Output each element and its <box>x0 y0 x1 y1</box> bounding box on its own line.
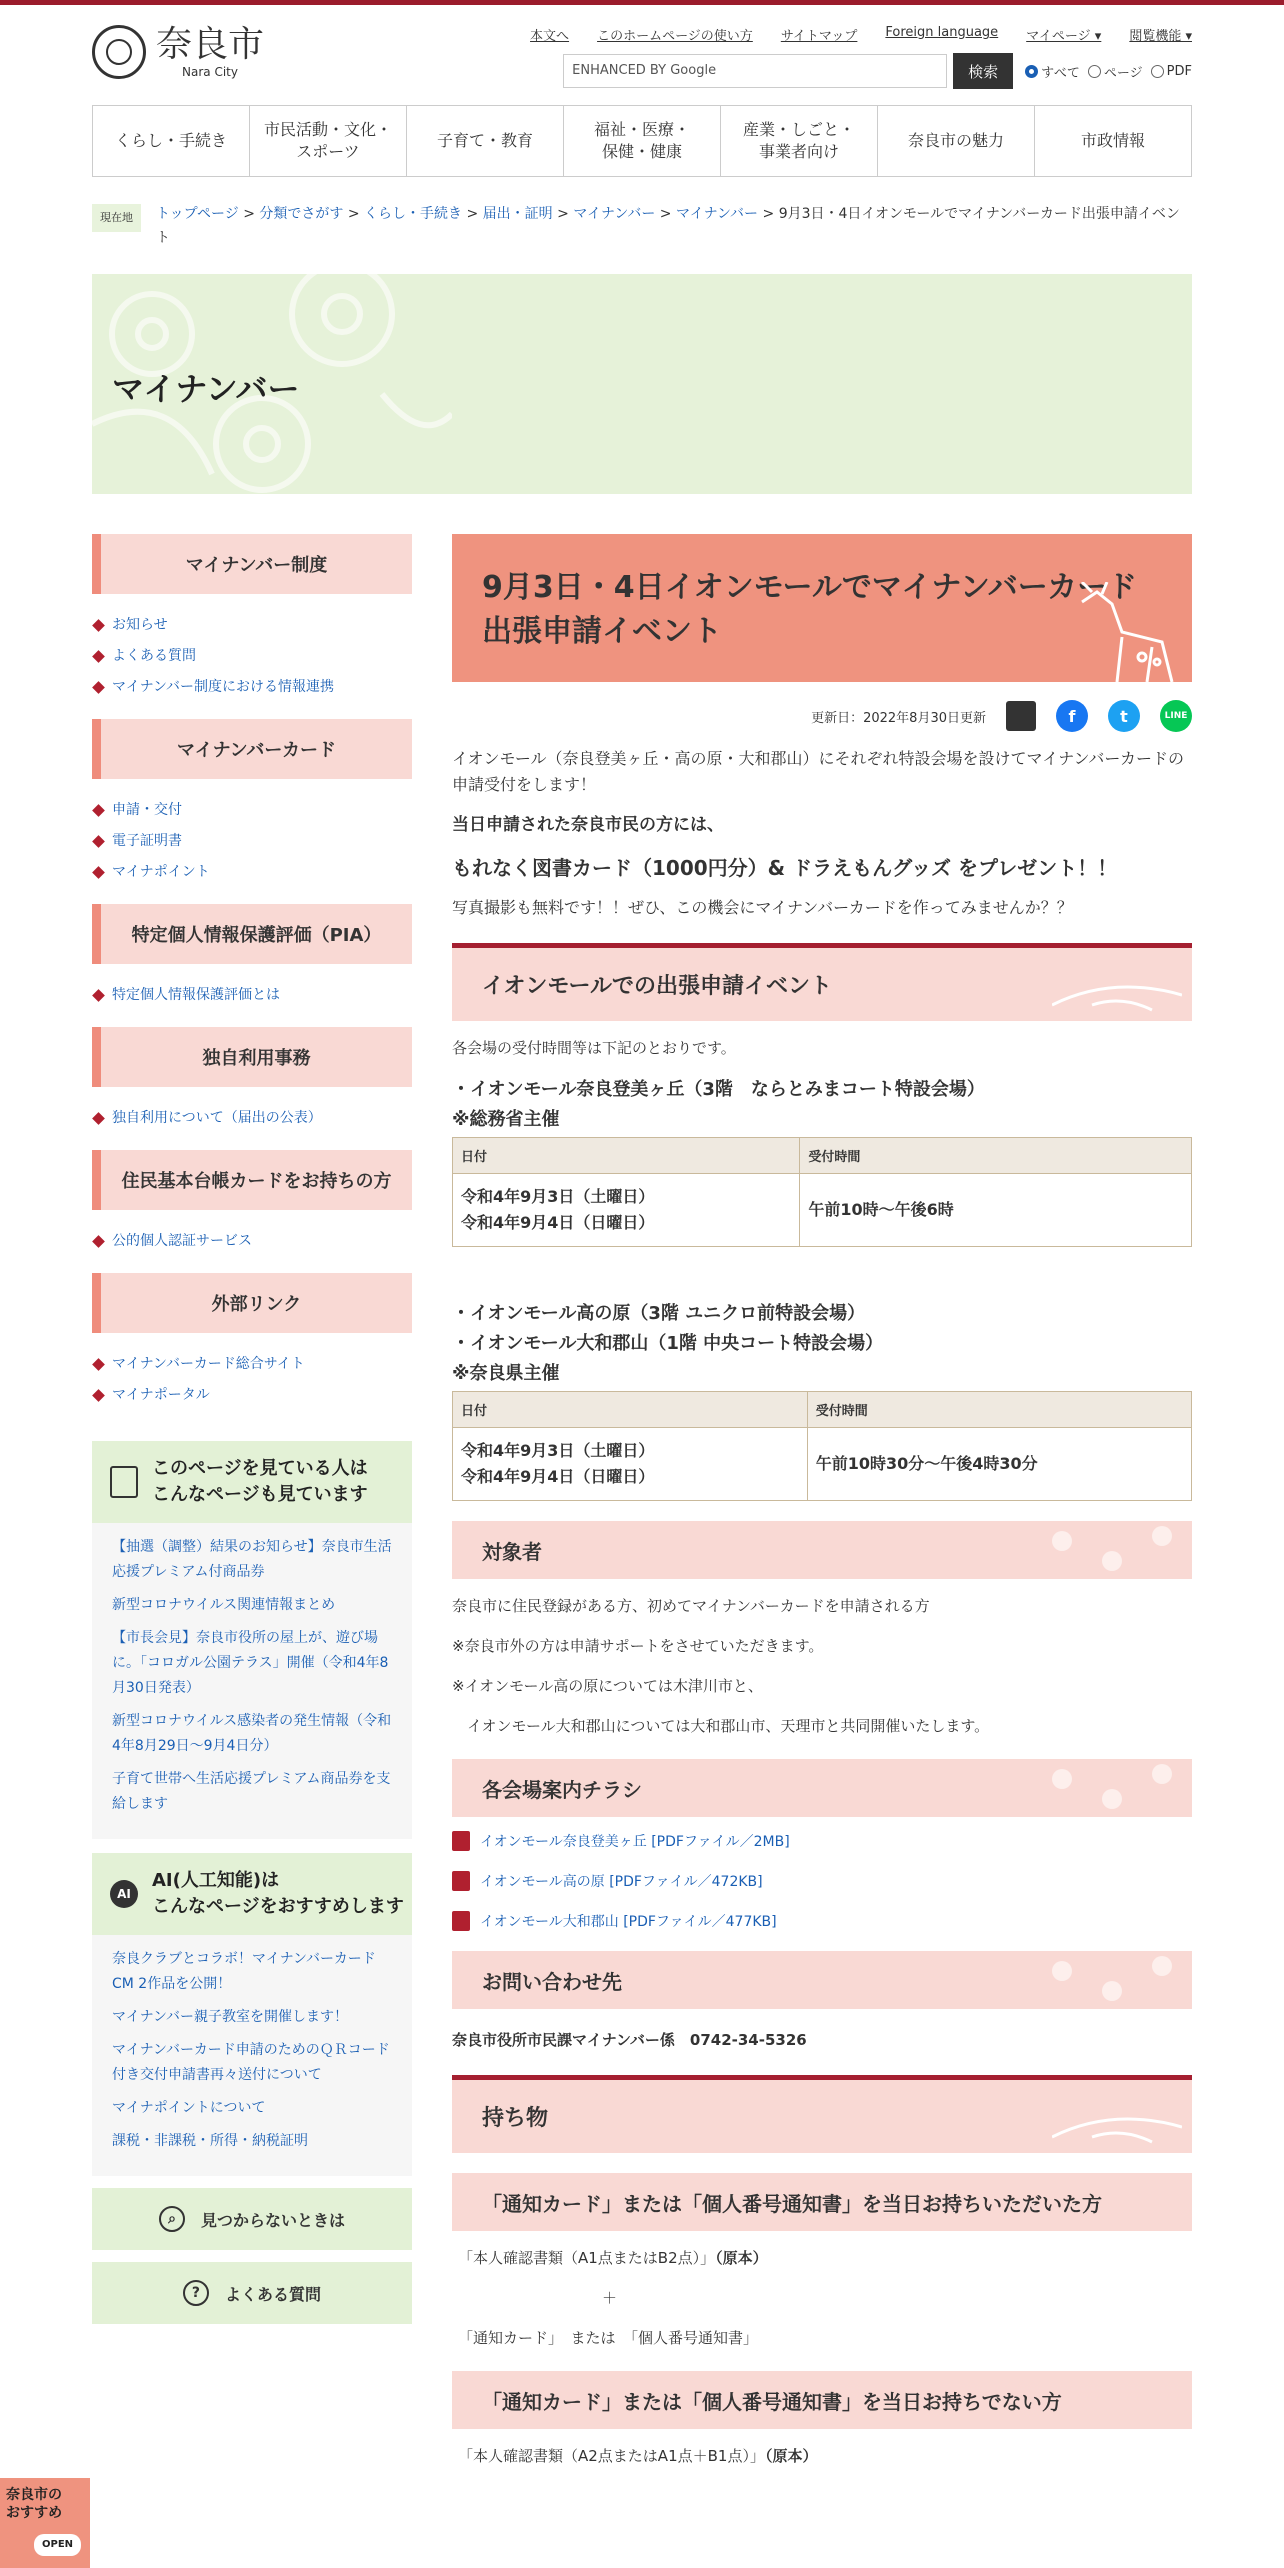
breadcrumb: 現在地 トップページ > 分類でさがす > くらし・手続き > 届出・証明 > マイナンバー > マイナンバー > 9月3日・4日イオンモールでマイナンバーカード出張申請イベント <box>92 202 1192 250</box>
pdf-link[interactable]: イオンモール高の原 [PDFファイル／472KB] <box>480 1874 763 1890</box>
sidebar-link[interactable]: マイナポータル <box>112 1387 210 1403</box>
intro-text: イオンモール（奈良登美ヶ丘・高の原・大和郡山）にそれぞれ特設会場を設けてマイナンバーカードの申請受付をします！ <box>452 749 1185 794</box>
radio-all[interactable]: すべて <box>1025 62 1080 81</box>
question-icon: ? <box>183 2280 209 2306</box>
section-heading-belongings: 持ち物 <box>452 2075 1192 2153</box>
pdf-link[interactable]: イオンモール大和郡山 [PDFファイル／477KB] <box>480 1914 777 1930</box>
related-link[interactable]: 新型コロナウイルス感染者の発生情報（令和4年8月29日～9月4日分） <box>112 1713 392 1754</box>
section-heading-flyers: 各会場案内チラシ <box>452 1759 1192 1817</box>
list-item <box>92 641 412 672</box>
gnav-culture[interactable]: 市民活動・文化・ スポーツ <box>250 106 407 176</box>
target-text-2: ※奈良市外の方は申請サポートをさせていただきます。 <box>452 1637 824 1655</box>
pdf-icon <box>452 1911 470 1931</box>
twitter-icon[interactable]: t <box>1108 700 1140 732</box>
gnav-welfare[interactable]: 福祉・医療・ 保健・健康 <box>564 106 721 176</box>
requirement-2: 「通知カード」 または 「個人番号通知書」 <box>458 2329 759 2347</box>
global-nav <box>92 105 1192 177</box>
ai-title: AI(人工知能)は こんなページをおすすめします <box>152 1870 404 1917</box>
table-header: 日付 <box>453 1138 800 1174</box>
radio-page[interactable]: ページ <box>1088 62 1143 81</box>
sidebar-heading: 特定個人情報保護評価（PIA） <box>92 904 412 964</box>
bc-certificates[interactable]: 届出・証明 <box>482 206 553 222</box>
section-heading-event: イオンモールでの出張申請イベント <box>452 943 1192 1021</box>
requirement-1: 「本人確認書類（A1点またはB2点）」（原本） <box>458 2249 768 2267</box>
bc-current: 9月3日・4日イオンモールでマイナンバーカード出張申請イベント <box>156 206 1180 246</box>
logo-en: Nara City <box>182 65 238 79</box>
recommend-float-button[interactable] <box>0 2478 90 2568</box>
table-cell: 午前10時～午後6時 <box>800 1174 1192 1247</box>
page-meta <box>452 700 1192 732</box>
utility-nav <box>530 25 1192 44</box>
section-heading-target: 対象者 <box>452 1521 1192 1579</box>
related-link[interactable]: 子育て世帯へ生活応援プレミアム商品券を支給します <box>112 1771 391 1812</box>
venue-1: ・イオンモール奈良登美ヶ丘（3階 ならとみまコート特設会場） ※総務省主催 <box>452 1079 985 1130</box>
target-text-1: 奈良市に住民登録がある方、初めてマイナンバーカードを申請される方 <box>452 1597 930 1615</box>
site-header <box>0 5 1284 105</box>
city-emblem-icon <box>92 25 146 79</box>
sidebar-link[interactable]: よくある質問 <box>112 648 196 664</box>
bc-category[interactable]: 分類でさがす <box>259 206 344 222</box>
float-label: 奈良市の おすすめ <box>6 2487 63 2521</box>
list-item <box>92 795 412 826</box>
util-link-foreign[interactable]: Foreign language <box>885 25 999 40</box>
present-text: もれなく図書カード（1000円分）& ドラえもんグッズ をプレゼント！！ <box>452 856 1118 880</box>
related-pages-box <box>92 1441 412 1839</box>
print-icon[interactable] <box>1006 701 1036 731</box>
sidebar-heading: 外部リンク <box>92 1273 412 1333</box>
sidebar-heading: マイナンバーカード <box>92 719 412 779</box>
ai-link[interactable]: マイナンバーカード申請のためのＱＲコード付き交付申請書再々送付について <box>112 2042 390 2083</box>
table-header: 受付時間 <box>800 1138 1192 1174</box>
list-item <box>92 1349 412 1380</box>
ai-link[interactable]: マイナンバー親子教室を開催します！ <box>112 2009 349 2025</box>
list-item <box>92 610 412 641</box>
sidebar-link[interactable]: 申請・交付 <box>112 802 182 818</box>
bc-living[interactable]: くらし・手続き <box>364 206 463 222</box>
search-scope <box>1025 62 1192 81</box>
sidebar-link[interactable]: 電子証明書 <box>112 833 182 849</box>
related-link[interactable]: 【市長会見】奈良市役所の屋上が、遊び場に。「コロガル公園テラス」開催（令和4年8月30日発表） <box>112 1630 389 1696</box>
table-row <box>453 1428 1192 1501</box>
category-banner <box>92 274 1192 494</box>
requirement-3: 「本人確認書類（A2点またはA1点＋B1点）」（原本） <box>458 2447 818 2465</box>
sidebar-heading: 独自利用事務 <box>92 1027 412 1087</box>
not-found-button[interactable]: ⌕ 見つからないときは <box>92 2188 412 2250</box>
gnav-industry[interactable]: 産業・しごと・ 事業者向け <box>721 106 878 176</box>
list-item <box>92 826 412 857</box>
faq-button[interactable]: ? よくある質問 <box>92 2262 412 2324</box>
bc-top[interactable]: トップページ <box>156 206 239 222</box>
list-item <box>92 672 412 703</box>
event-lead: 各会場の受付時間等は下記のとおりです。 <box>452 1039 736 1057</box>
site-logo[interactable] <box>92 25 264 79</box>
util-link-howto[interactable]: このホームページの使い方 <box>597 29 753 44</box>
pdf-link-row <box>452 1831 1192 1851</box>
logo-jp: 奈良市 <box>156 24 265 65</box>
contact-text: 奈良市役所市民課マイナンバー係 0742-34-5326 <box>452 2031 807 2049</box>
sidebar-link[interactable]: 独自利用について（届出の公表） <box>112 1110 322 1126</box>
sidebar-link[interactable]: マイナンバーカード総合サイト <box>112 1356 305 1372</box>
flower-pattern-icon <box>1032 1759 1192 1817</box>
photo-text: 写真撮影も無料です！！ぜひ、この機会にマイナンバーカードを作ってみませんか？？ <box>452 898 1073 917</box>
ai-recommend-box <box>92 1853 412 2176</box>
pdf-link[interactable]: イオンモール奈良登美ヶ丘 [PDFファイル／2MB] <box>480 1834 790 1850</box>
bc-mynumber[interactable]: マイナンバー <box>573 206 656 222</box>
search-button[interactable]: 検索 <box>953 53 1013 89</box>
util-link-view[interactable]: 閲覧機能 ▾ <box>1129 29 1192 44</box>
pdf-icon <box>452 1871 470 1891</box>
sidebar <box>92 534 412 2324</box>
page-view-icon <box>110 1466 138 1498</box>
pdf-link-row <box>452 1911 1192 1931</box>
related-link[interactable]: 【抽選（調整）結果のお知らせ】奈良市生活応援プレミアム付商品券 <box>112 1539 392 1580</box>
highlight-text: 当日申請された奈良市民の方には、 <box>452 815 724 835</box>
related-link[interactable]: 新型コロナウイルス関連情報まとめ <box>112 1597 336 1613</box>
related-title: このページを見ている人は こんなページも見ています <box>152 1458 368 1505</box>
util-link-skip[interactable]: 本文へ <box>530 29 570 44</box>
deer-icon <box>1062 582 1182 682</box>
crane-icon <box>1052 2107 1182 2147</box>
plus-sign: ＋ <box>602 2289 618 2307</box>
ai-icon: AI <box>110 1880 138 1908</box>
sidebar-link[interactable]: 特定個人情報保護評価とは <box>112 987 280 1003</box>
section-heading-contact: お問い合わせ先 <box>452 1951 1192 2009</box>
venue-2: ・イオンモール高の原（3階 ユニクロ前特設会場） ・イオンモール大和郡山（1階 中央コート特設会場） ※奈良県主催 <box>452 1303 884 1384</box>
sidebar-link[interactable]: 公的個人認証サービス <box>112 1233 252 1249</box>
ai-link[interactable]: マイナポイントについて <box>112 2100 266 2116</box>
gnav-education[interactable]: 子育て・教育 <box>407 106 564 176</box>
bc-mynumber-2[interactable]: マイナンバー <box>676 206 759 222</box>
gnav-city[interactable]: 市政情報 <box>1080 131 1145 150</box>
list-item <box>92 980 412 1011</box>
gnav-charm[interactable]: 奈良市の魅力 <box>878 106 1035 176</box>
ai-link[interactable]: 奈良クラブとコラボ！マイナンバーカードCM 2作品を公開！ <box>112 1951 376 1992</box>
search-input[interactable]: ENHANCED BY Google <box>563 54 947 88</box>
target-text-4: イオンモール大和郡山については大和郡山市、天理市と共同開催いたします。 <box>452 1717 990 1735</box>
sidebar-heading: 住民基本台帳カードをお持ちの方 <box>92 1150 412 1210</box>
breadcrumb-badge: 現在地 <box>92 204 141 232</box>
sidebar-link[interactable]: マイナポイント <box>112 864 210 880</box>
list-item <box>92 1380 412 1411</box>
schedule-table-1 <box>452 1137 1192 1247</box>
util-link-sitemap[interactable]: サイトマップ <box>780 29 858 44</box>
gnav-living[interactable]: くらし・手続き <box>93 106 250 176</box>
table-cell: 令和4年9月3日（土曜日） 令和4年9月4日（日曜日） <box>453 1174 800 1247</box>
pdf-link-row <box>452 1871 1192 1891</box>
table-cell: 令和4年9月3日（土曜日） 令和4年9月4日（日曜日） <box>453 1428 808 1501</box>
float-open-badge: OPEN <box>34 2534 81 2556</box>
facebook-icon[interactable]: f <box>1056 700 1088 732</box>
flower-pattern-icon <box>1032 1521 1192 1579</box>
util-link-mypage[interactable]: マイページ ▾ <box>1026 29 1102 44</box>
crane-icon <box>1052 975 1182 1015</box>
list-item <box>92 857 412 888</box>
list-item <box>92 1226 412 1257</box>
schedule-table-2 <box>452 1391 1192 1501</box>
main-content <box>452 534 1192 2469</box>
subheading-without-card: 「通知カード」または「個人番号通知書」を当日お持ちでない方 <box>452 2371 1192 2429</box>
table-cell: 午前10時30分～午後4時30分 <box>807 1428 1191 1501</box>
pdf-icon <box>452 1831 470 1851</box>
page-title: 9月3日・4日イオンモールでマイナンバーカード出張申請イベント <box>452 534 1192 682</box>
sidebar-heading: マイナンバー制度 <box>92 534 412 594</box>
table-row <box>453 1174 1192 1247</box>
search-bar <box>563 53 1192 89</box>
radio-pdf[interactable]: PDF <box>1151 64 1192 79</box>
subheading-with-card: 「通知カード」または「個人番号通知書」を当日お持ちいただいた方 <box>452 2173 1192 2231</box>
line-icon[interactable]: LINE <box>1160 700 1192 732</box>
list-item <box>92 1103 412 1134</box>
table-header: 日付 <box>453 1392 808 1428</box>
flower-pattern-icon <box>1032 1951 1192 2009</box>
ai-link[interactable]: 課税・非課税・所得・納税証明 <box>112 2133 308 2149</box>
sidebar-link[interactable]: マイナンバー制度における情報連携 <box>112 679 335 695</box>
table-header: 受付時間 <box>807 1392 1191 1428</box>
search-doc-icon: ⌕ <box>159 2206 185 2232</box>
updated-date: 更新日：2022年8月30日更新 <box>811 710 986 726</box>
banner-title: マイナンバー <box>112 370 300 408</box>
sidebar-link[interactable]: お知らせ <box>112 617 168 633</box>
target-text-3: ※イオンモール高の原については木津川市と、 <box>452 1677 763 1695</box>
